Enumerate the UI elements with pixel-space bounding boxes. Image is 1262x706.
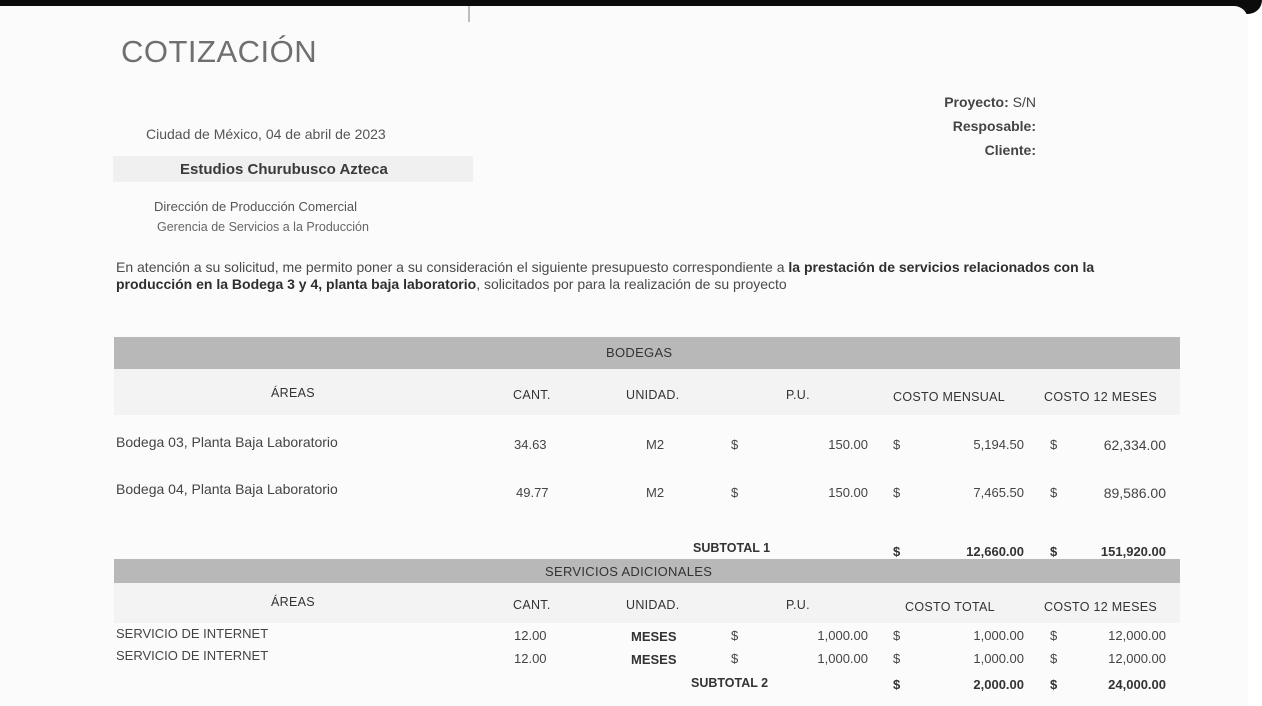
table-row-unit: M2 <box>646 437 665 452</box>
intro-text-start: En atención a su solicitud, me permito poner a su consideración el siguiente presupuesto correspondiente a <box>116 259 789 275</box>
currency-symbol: $ <box>893 628 901 643</box>
currency-symbol: $ <box>731 485 739 500</box>
currency-symbol: $ <box>731 437 739 452</box>
table-row-cost12: 62,334.00 <box>1103 437 1166 453</box>
list-item-pu: 1,000.00 <box>817 628 868 643</box>
currency-symbol: $ <box>1050 628 1058 643</box>
table-row-cant: 49.77 <box>516 485 549 500</box>
document-title: COTIZACIÓN <box>121 34 318 69</box>
list-item-cost: 1,000.00 <box>973 651 1024 666</box>
servicios-title: SERVICIOS ADICIONALES <box>545 564 713 579</box>
table-row-pu: 150.00 <box>828 485 868 500</box>
project-label: Proyecto: <box>944 94 1009 110</box>
subtotal-1-cost12: 151,920.00 <box>1100 544 1166 559</box>
table-row-cant: 34.63 <box>514 437 547 452</box>
list-item-cant: 12.00 <box>514 651 547 666</box>
currency-symbol: $ <box>893 651 901 666</box>
currency-symbol: $ <box>1050 677 1058 692</box>
list-item-unit: MESES <box>631 652 677 667</box>
bodegas-header-area: ÁREAS <box>271 386 315 400</box>
bodegas-header-cost: COSTO MENSUAL <box>893 390 1006 404</box>
list-item-area: SERVICIO DE INTERNET <box>116 648 269 663</box>
servicios-header-pu: P.U. <box>786 598 810 612</box>
servicios-header-cost12: COSTO 12 MESES <box>1044 600 1158 614</box>
servicios-header-cost: COSTO TOTAL <box>905 600 995 614</box>
currency-symbol: $ <box>1050 544 1058 559</box>
currency-symbol: $ <box>731 628 739 643</box>
project-value: S/N <box>1012 94 1036 110</box>
list-item-cost12: 12,000.00 <box>1108 651 1166 666</box>
list-item-cant: 12.00 <box>514 628 547 643</box>
bodegas-header-unit: UNIDAD. <box>626 388 680 402</box>
list-item-area: SERVICIO DE INTERNET <box>116 626 269 641</box>
subtotal-1-cost: 12,660.00 <box>966 544 1024 559</box>
servicios-header-cant: CANT. <box>513 598 551 612</box>
currency-symbol: $ <box>1050 485 1058 500</box>
subtotal-2-label: SUBTOTAL 2 <box>691 676 769 690</box>
currency-symbol: $ <box>731 651 739 666</box>
list-item-cost: 1,000.00 <box>973 628 1024 643</box>
currency-symbol: $ <box>893 677 901 692</box>
department-line: Dirección de Producción Comercial <box>154 199 358 214</box>
table-row-pu: 150.00 <box>828 437 868 452</box>
bodegas-title: BODEGAS <box>606 345 673 360</box>
servicios-header-unit: UNIDAD. <box>626 598 680 612</box>
bodegas-header-pu: P.U. <box>786 388 810 402</box>
client-label: Cliente: <box>984 142 1036 158</box>
bodegas-header-cant: CANT. <box>513 388 551 402</box>
subtotal-2-cost12: 24,000.00 <box>1108 677 1166 692</box>
list-item-pu: 1,000.00 <box>817 651 868 666</box>
currency-symbol: $ <box>893 544 901 559</box>
currency-symbol: $ <box>1050 437 1058 452</box>
scan-mark <box>468 6 470 22</box>
table-row-cost12: 89,586.00 <box>1103 485 1166 501</box>
servicios-header-area: ÁREAS <box>271 595 315 609</box>
list-item-unit: MESES <box>631 629 677 644</box>
table-row-area: Bodega 04, Planta Baja Laboratorio <box>116 481 338 497</box>
currency-symbol: $ <box>893 485 901 500</box>
currency-symbol: $ <box>1050 651 1058 666</box>
table-row-unit: M2 <box>646 485 665 500</box>
subtotal-1-label: SUBTOTAL 1 <box>693 541 771 555</box>
table-row-cost: 5,194.50 <box>973 437 1024 452</box>
management-line: Gerencia de Servicios a la Producción <box>157 220 369 234</box>
project-field <box>944 94 1036 110</box>
list-item-cost12: 12,000.00 <box>1108 628 1166 643</box>
date-line: Ciudad de México, 04 de abril de 2023 <box>146 126 386 142</box>
currency-symbol: $ <box>893 437 901 452</box>
intro-text-end: , solicitados por para la realización de su proyecto <box>476 276 787 292</box>
intro-paragraph <box>116 259 1136 293</box>
intro-text-bold: la prestación de servicios relacionados con la producción en la Bodega 3 y 4, planta baja laboratorio <box>116 259 1095 292</box>
table-row-area: Bodega 03, Planta Baja Laboratorio <box>116 434 338 450</box>
company-name: Estudios Churubusco Azteca <box>180 161 388 178</box>
table-row-cost: 7,465.50 <box>973 485 1024 500</box>
bodegas-header-cost12: COSTO 12 MESES <box>1044 390 1158 404</box>
subtotal-2-cost: 2,000.00 <box>973 677 1024 692</box>
responsible-label: Resposable: <box>952 118 1036 134</box>
